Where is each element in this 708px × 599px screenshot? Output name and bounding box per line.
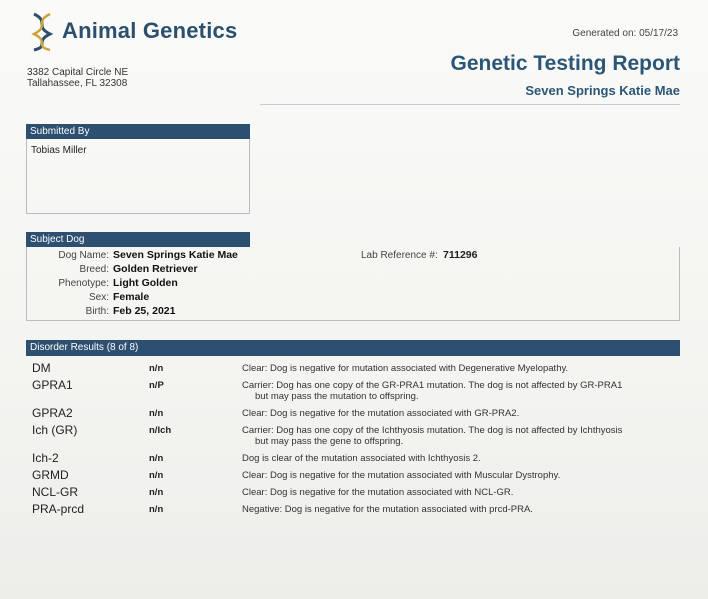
- desc-line: Negative: Dog is negative for the mutation associated with prcd-PRA.: [242, 504, 533, 515]
- result-description: [242, 425, 682, 447]
- disorder-name: PRA-prcd: [32, 502, 85, 516]
- field-value: Light Golden: [113, 277, 178, 289]
- result-description: [242, 487, 682, 498]
- desc-line: Carrier: Dog has one copy of the GR-PRA1 mutation. The dog is not affected by GR-PRA1: [242, 380, 623, 391]
- genotype-code: n/n: [149, 408, 164, 419]
- field-value: Feb 25, 2021: [113, 305, 176, 317]
- desc-line-continued: but may pass the mutation to offspring.: [255, 391, 419, 402]
- field-value: Golden Retriever: [113, 263, 198, 275]
- subject-dog-box: [26, 247, 680, 321]
- disorder-name: GRMD: [32, 468, 69, 482]
- submitter-name: Tobias Miller: [31, 145, 87, 156]
- disorder-name: NCL-GR: [32, 485, 79, 499]
- result-description: [242, 408, 682, 419]
- genotype-code: n/n: [149, 363, 164, 374]
- disorder-name: GPRA2: [32, 406, 73, 420]
- lab-ref-label: Lab Reference #:: [361, 250, 438, 261]
- disorder-name: GPRA1: [32, 378, 73, 392]
- header-divider: [260, 104, 680, 105]
- submitted-by-section: [26, 124, 250, 214]
- subject-dog-header: Subject Dog: [26, 232, 250, 247]
- generated-date: Generated on: 05/17/23: [572, 28, 678, 39]
- desc-line: Clear: Dog is negative for the mutation associated with Muscular Dystrophy.: [242, 470, 561, 481]
- result-description: [242, 470, 682, 481]
- disorder-name: Ich (GR): [32, 423, 78, 437]
- desc-line-continued: but may pass the gene to offspring.: [255, 436, 404, 447]
- submitted-by-header: Submitted By: [26, 124, 250, 139]
- genotype-code: n/n: [149, 487, 164, 498]
- field-value: Seven Springs Katie Mae: [113, 249, 238, 261]
- lab-ref-value: 711296: [443, 249, 478, 261]
- result-description: [242, 504, 682, 515]
- result-description: [242, 363, 682, 374]
- report-dog-name: Seven Springs Katie Mae: [525, 83, 680, 98]
- desc-line: Clear: Dog is negative for the mutation associated with GR-PRA2.: [242, 408, 520, 419]
- field-value: Female: [113, 291, 150, 303]
- desc-line: Carrier: Dog has one copy of the Ichthyosis mutation. The dog is not affected by Ichthyosis: [242, 425, 623, 436]
- field-label: Dog Name:: [58, 250, 109, 261]
- desc-line: Clear: Dog is negative for mutation associated with Degenerative Myelopathy.: [242, 363, 569, 374]
- field-label: Breed:: [79, 264, 109, 275]
- dna-logo-icon: [30, 12, 54, 57]
- desc-line: Clear: Dog is negative for the mutation associated with NCL-GR.: [242, 487, 514, 498]
- desc-line: Dog is clear of the mutation associated with Ichthyosis 2.: [242, 453, 481, 464]
- genotype-code: n/n: [149, 453, 164, 464]
- address-line-2: Tallahassee, FL 32308: [27, 78, 128, 89]
- address-line-1: 3382 Capital Circle NE: [27, 67, 129, 78]
- genotype-code: n/n: [149, 470, 164, 481]
- disorder-name: DM: [32, 361, 51, 375]
- result-description: [242, 380, 682, 402]
- field-label: Phenotype:: [58, 278, 109, 289]
- genotype-code: n/n: [149, 504, 164, 515]
- brand-name: Animal Genetics: [62, 18, 238, 43]
- disorder-results-header: Disorder Results (8 of 8): [26, 340, 680, 356]
- field-label: Birth:: [85, 306, 109, 317]
- disorder-name: Ich-2: [32, 451, 59, 465]
- result-description: [242, 453, 682, 464]
- subject-dog-section: [26, 232, 680, 321]
- genotype-code: n/P: [149, 380, 164, 391]
- report-title: Genetic Testing Report: [450, 52, 680, 75]
- field-label: Sex:: [88, 292, 109, 303]
- genotype-code: n/Ich: [149, 425, 172, 436]
- submitted-by-box: [26, 139, 250, 214]
